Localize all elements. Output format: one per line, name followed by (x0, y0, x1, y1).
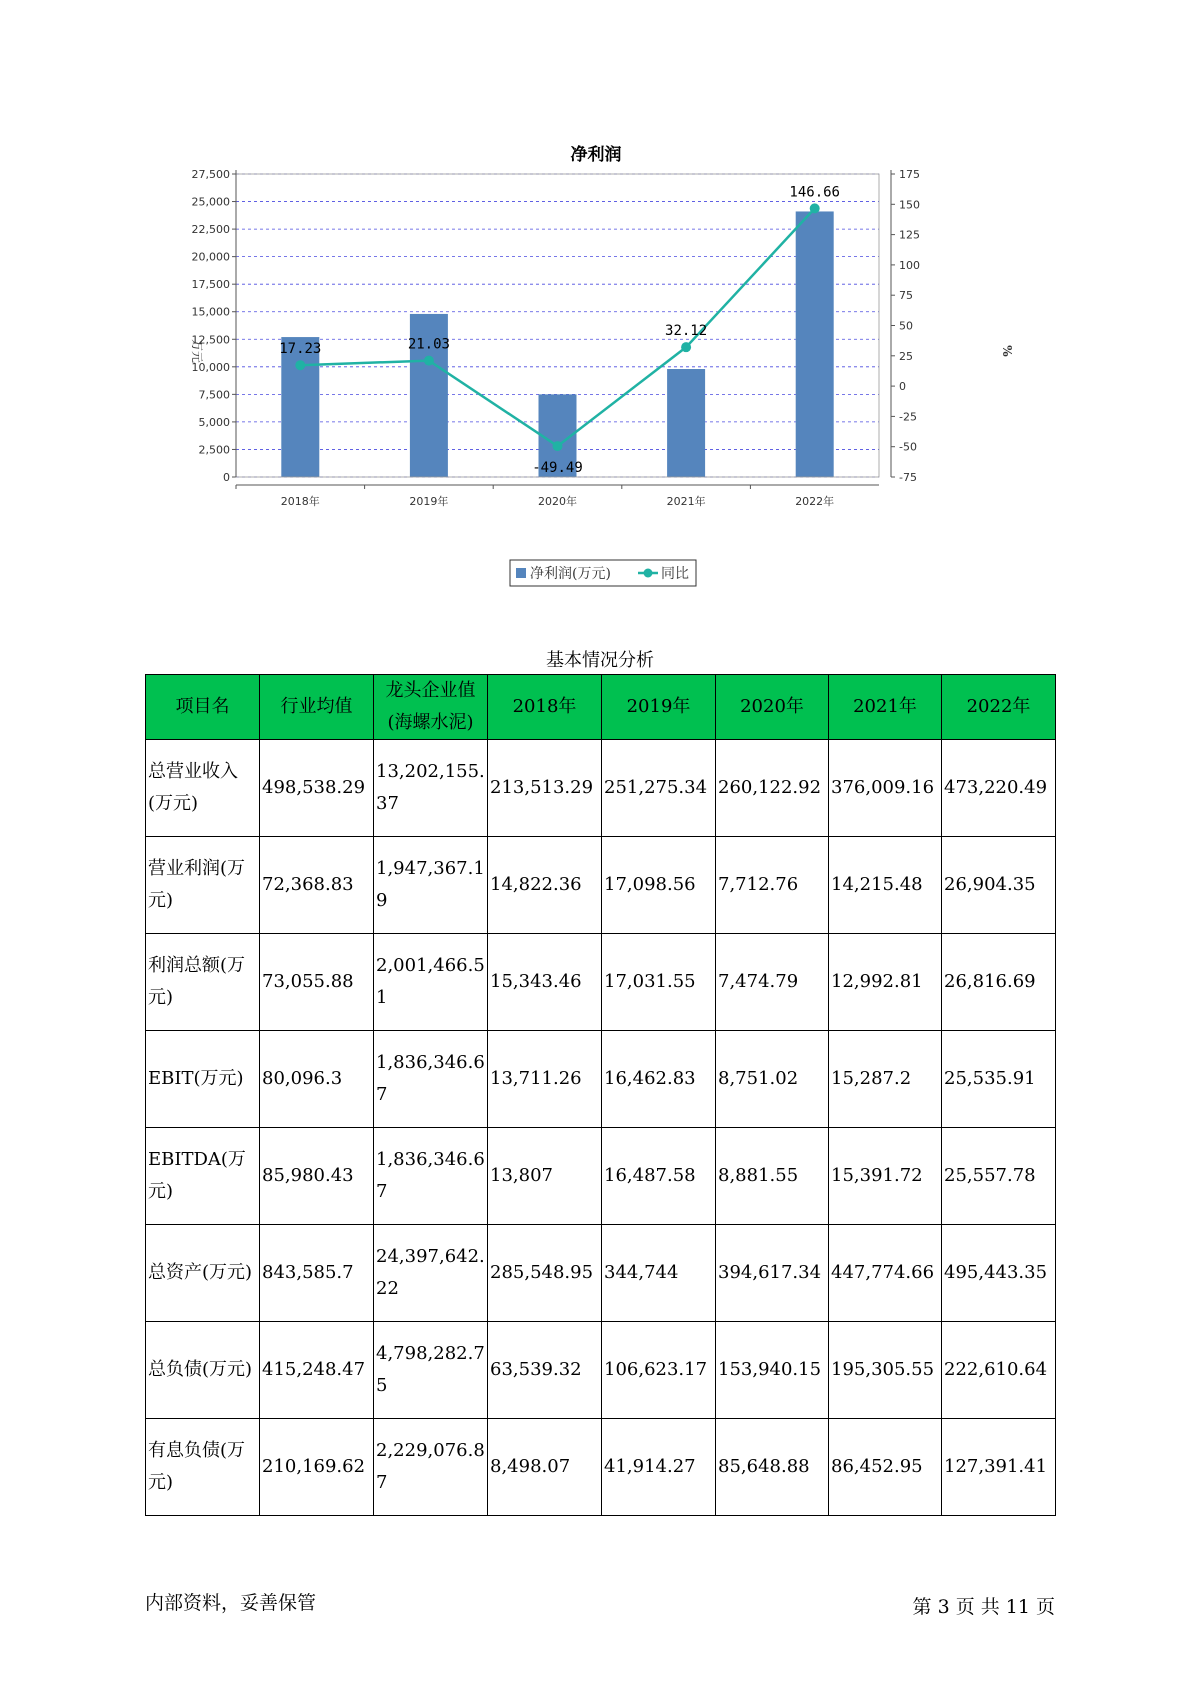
net-profit-chart (0, 120, 1191, 600)
table-cell-value: 17,031.55 (602, 934, 716, 1031)
y2-tick-label: 100 (899, 258, 920, 272)
table-row (146, 837, 1056, 934)
y-tick-label: 5,000 (198, 415, 230, 429)
table-cell-value: 72,368.83 (260, 837, 374, 934)
x-tick-label: 2021年 (666, 495, 706, 508)
table-cell-value: 12,992.81 (829, 934, 942, 1031)
table-cell-value: 8,751.02 (716, 1031, 829, 1128)
table-cell-value: 15,343.46 (488, 934, 602, 1031)
yoy-point (295, 360, 305, 370)
y-tick-label: 10,000 (191, 360, 230, 374)
table-cell-value: 127,391.41 (942, 1419, 1056, 1516)
table-cell-value: 195,305.55 (829, 1322, 942, 1419)
table-cell-value: 210,169.62 (260, 1419, 374, 1516)
table-cell-value: 260,122.92 (716, 740, 829, 837)
yoy-data-label: 146.66 (789, 184, 840, 201)
y2-tick-label: -75 (899, 471, 917, 484)
table-row (146, 934, 1056, 1031)
table-cell-value: 25,535.91 (942, 1031, 1056, 1128)
y2-tick-label: 125 (899, 228, 920, 242)
y2-axis-label: % (1000, 345, 1014, 357)
legend-bar-label: 净利润(万元) (530, 566, 611, 582)
table-row (146, 740, 1056, 837)
yoy-data-label: 17.23 (279, 341, 322, 358)
y-tick-label: 22,500 (191, 223, 230, 237)
table-cell-value: 394,617.34 (716, 1225, 829, 1322)
table-cell-item-name: EBIT(万元) (146, 1031, 260, 1128)
yoy-data-label: 32.12 (665, 323, 708, 340)
analysis-table (145, 674, 1056, 1516)
table-cell-value: 285,548.95 (488, 1225, 602, 1322)
table-cell-value: 26,904.35 (942, 837, 1056, 934)
table-cell-value: 25,557.78 (942, 1128, 1056, 1225)
x-tick-label: 2019年 (409, 495, 449, 508)
table-cell-value: 415,248.47 (260, 1322, 374, 1419)
table-cell-value: 14,822.36 (488, 837, 602, 934)
x-tick-label: 2020年 (538, 495, 577, 508)
y2-tick-label: -25 (899, 410, 917, 424)
table-cell-value: 13,807 (488, 1128, 602, 1225)
table-cell-value: 4,798,282.75 (374, 1322, 488, 1419)
table-cell-value: 63,539.32 (488, 1322, 602, 1419)
table-cell-value: 17,098.56 (602, 837, 716, 934)
header-2018: 2018年 (488, 675, 602, 740)
y2-tick-label: -50 (899, 440, 917, 454)
table-cell-value: 376,009.16 (829, 740, 942, 837)
table-cell-value: 344,744 (602, 1225, 716, 1322)
table-cell-value: 7,712.76 (716, 837, 829, 934)
table-cell-value: 16,487.58 (602, 1128, 716, 1225)
y2-tick-label: 75 (899, 289, 913, 303)
table-cell-value: 7,474.79 (716, 934, 829, 1031)
table-cell-value: 41,914.27 (602, 1419, 716, 1516)
table-cell-value: 15,391.72 (829, 1128, 942, 1225)
footer-confidential: 内部资料，妥善保管 (145, 1592, 317, 1614)
table-cell-value: 26,816.69 (942, 934, 1056, 1031)
table-row (146, 1419, 1056, 1516)
table-cell-value: 16,462.83 (602, 1031, 716, 1128)
y-tick-label: 15,000 (191, 305, 230, 319)
y2-tick-label: 50 (899, 319, 913, 333)
footer-page-number: 第 3 页 共 11 页 (912, 1596, 1055, 1618)
table-cell-value: 73,055.88 (260, 934, 374, 1031)
legend-line-marker (644, 569, 653, 578)
y-tick-label: 2,500 (198, 443, 230, 457)
table-cell-value: 2,001,466.51 (374, 934, 488, 1031)
y2-tick-label: 25 (899, 349, 913, 363)
table-cell-item-name: 总负债(万元) (146, 1322, 260, 1419)
y-tick-label: 12,500 (191, 333, 230, 347)
header-2022: 2022年 (942, 675, 1056, 740)
table-cell-value: 86,452.95 (829, 1419, 942, 1516)
bar (796, 211, 834, 477)
table-cell-item-name: 利润总额(万元) (146, 934, 260, 1031)
yoy-data-label: 21.03 (407, 336, 450, 353)
chart-title: 净利润 (570, 145, 622, 165)
table-cell-value: 447,774.66 (829, 1225, 942, 1322)
table-cell-value: 13,202,155.37 (374, 740, 488, 837)
y-tick-label: 0 (223, 471, 230, 484)
table-row (146, 1322, 1056, 1419)
x-tick-label: 2022年 (795, 495, 835, 508)
table-cell-value: 1,836,346.67 (374, 1128, 488, 1225)
table-cell-value: 14,215.48 (829, 837, 942, 934)
yoy-point (810, 203, 820, 213)
table-cell-value: 85,980.43 (260, 1128, 374, 1225)
header-leader: 龙头企业值(海螺水泥) (374, 675, 488, 740)
table-row (146, 1225, 1056, 1322)
y-tick-label: 27,500 (191, 168, 230, 181)
table-cell-value: 80,096.3 (260, 1031, 374, 1128)
table-cell-value: 213,513.29 (488, 740, 602, 837)
table-row (146, 1031, 1056, 1128)
header-2020: 2020年 (716, 675, 829, 740)
y-tick-label: 20,000 (191, 250, 230, 264)
legend (510, 560, 696, 586)
table-cell-value: 2,229,076.87 (374, 1419, 488, 1516)
table-cell-value: 8,881.55 (716, 1128, 829, 1225)
legend-bar-swatch (516, 568, 526, 578)
bar (279, 337, 322, 477)
table-caption: 基本情况分析 (546, 650, 654, 671)
y-tick-label: 17,500 (191, 278, 230, 292)
table-cell-value: 1,836,346.67 (374, 1031, 488, 1128)
bar-series (281, 211, 833, 477)
table-cell-value: 1,947,367.19 (374, 837, 488, 934)
y-tick-label: 25,000 (191, 195, 230, 209)
table-cell-value: 251,275.34 (602, 740, 716, 837)
y2-tick-label: 175 (899, 168, 920, 181)
table-header-row (146, 675, 1056, 740)
table-cell-value: 15,287.2 (829, 1031, 942, 1128)
table-cell-item-name: 总营业收入(万元) (146, 740, 260, 837)
yoy-point (681, 342, 691, 352)
table-cell-item-name: EBITDA(万元) (146, 1128, 260, 1225)
bar (667, 369, 705, 477)
y2-tick-label: 150 (899, 198, 920, 212)
table-cell-value: 153,940.15 (716, 1322, 829, 1419)
table-cell-item-name: 有息负债(万元) (146, 1419, 260, 1516)
table-cell-item-name: 总资产(万元) (146, 1225, 260, 1322)
table-cell-value: 843,585.7 (260, 1225, 374, 1322)
y-axis-label: 万元 (190, 338, 204, 364)
legend-line-label: 同比 (661, 566, 689, 582)
table-cell-value: 24,397,642.22 (374, 1225, 488, 1322)
table-cell-value: 473,220.49 (942, 740, 1056, 837)
header-industry-avg: 行业均值 (260, 675, 374, 740)
table-cell-value: 85,648.88 (716, 1419, 829, 1516)
yoy-point (424, 356, 434, 366)
table-cell-value: 8,498.07 (488, 1419, 602, 1516)
table-row (146, 1128, 1056, 1225)
table-cell-value: 498,538.29 (260, 740, 374, 837)
yoy-point (553, 441, 563, 451)
table-cell-value: 495,443.35 (942, 1225, 1056, 1322)
header-2019: 2019年 (602, 675, 716, 740)
table-cell-item-name: 营业利润(万元) (146, 837, 260, 934)
y2-tick-label: 0 (899, 380, 906, 394)
x-tick-label: 2018年 (280, 495, 320, 508)
table-cell-value: 13,711.26 (488, 1031, 602, 1128)
table-cell-value: 106,623.17 (602, 1322, 716, 1419)
y-tick-label: 7,500 (198, 388, 230, 402)
yoy-data-label: -49.49 (532, 460, 583, 477)
header-2021: 2021年 (829, 675, 942, 740)
header-item: 项目名 (146, 675, 260, 740)
table-cell-value: 222,610.64 (942, 1322, 1056, 1419)
